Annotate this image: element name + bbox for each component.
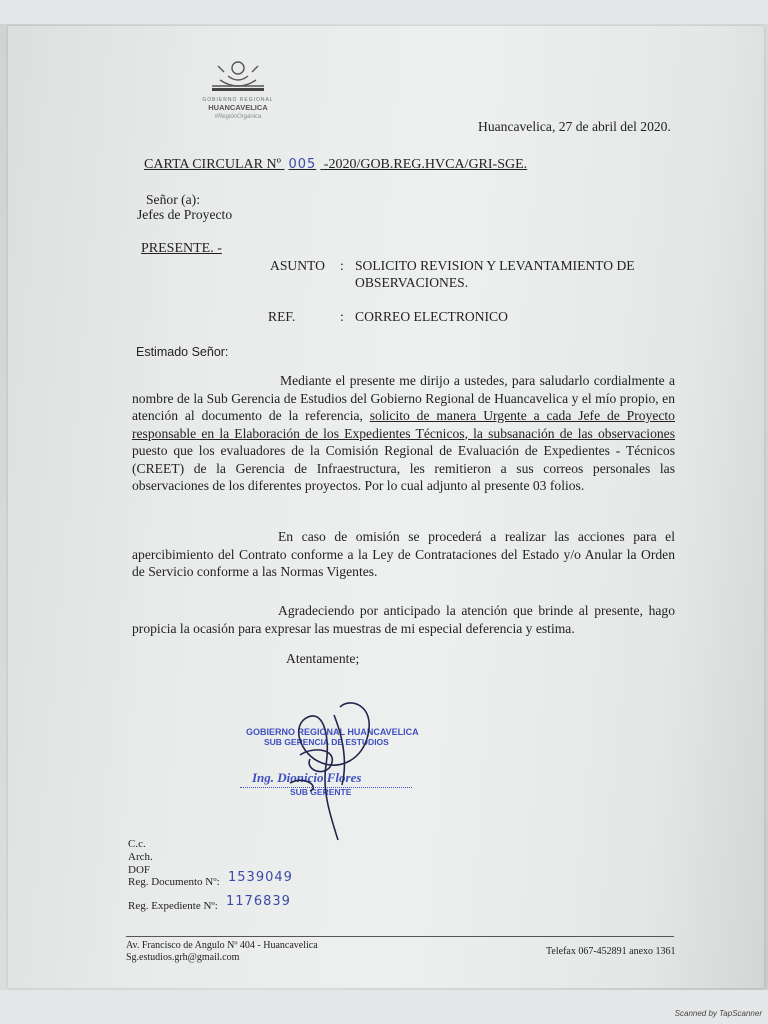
emblem-icon bbox=[198, 58, 278, 96]
greeting: Estimado Señor: bbox=[136, 345, 229, 359]
asunto-line1: SOLICITO REVISION Y LEVANTAMIENTO DE bbox=[355, 258, 635, 273]
scanner-watermark: Scanned by TapScanner bbox=[674, 1009, 762, 1018]
reg-exp-label: Reg. Expediente Nº: bbox=[128, 900, 218, 912]
ref-colon: : bbox=[340, 309, 344, 324]
p1-request: solicito de manera Urgente a cada Jefe de Proyecto responsable en la Elaboración de los Expedientes Técnicos, la subsanación de las observaciones bbox=[132, 408, 675, 441]
logo-tagline: #RegiónOrgánica bbox=[214, 114, 262, 120]
logo-line1: GOBIERNO REGIONAL bbox=[202, 97, 274, 103]
salutation: Señor (a): bbox=[146, 192, 200, 207]
footer-address: Av. Francisco de Angulo Nº 404 - Huancavelica bbox=[126, 940, 318, 951]
p1-intro: Mediante el presente me dirijo a ustedes, para saludarlo cordialmente a nombre de la Sub Gerencia de Estudios del Gobierno Regional de Huancavelica y el mío propio, en atención al documento de la referencia, bbox=[132, 373, 675, 423]
circular-number: 005 bbox=[288, 157, 317, 172]
reg-exp-value: 1176839 bbox=[226, 894, 291, 909]
p1-rest: puesto que los evaluadores de la Comisión Regional de Evaluación de Expedientes - Técnicos (CREET) de la Gerencia de Infraestructura, les remitieron a sus correos personales las observaciones de los diferentes proyectos. Por lo cual adjunto al presente 03 folios. bbox=[132, 443, 675, 493]
asunto-label: ASUNTO bbox=[270, 258, 325, 273]
body-paragraph-3 bbox=[132, 602, 675, 637]
logo-line2: HUANCAVELICA bbox=[208, 103, 268, 112]
place-date: Huancavelica, 27 de abril del 2020. bbox=[478, 119, 671, 134]
reg-doc-value: 1539049 bbox=[228, 870, 293, 885]
dof: DOF bbox=[128, 864, 151, 876]
closing: Atentamente; bbox=[286, 651, 360, 666]
circular-prefix: CARTA CIRCULAR Nº bbox=[144, 157, 281, 172]
p2-text: En caso de omisión se procederá a realizar las acciones para el apercibimiento del Contrato conforme a la Ley de Contrataciones del Estado y/o Anular la Orden de Servicio conforme a las Normas Vigentes. bbox=[132, 529, 675, 579]
footer-email: Sg.estudios.grh@gmail.com bbox=[126, 952, 240, 963]
footer-phone: Telefax 067-452891 anexo 1361 bbox=[546, 946, 676, 957]
circular-suffix: -2020/GOB.REG.HVCA/GRI-SGE. bbox=[323, 157, 528, 172]
p3-text: Agradeciendo por anticipado la atención que brinde al presente, hago propicia la ocasión para expresar las muestras de mi especial deferencia y estima. bbox=[132, 603, 675, 636]
body-paragraph-2 bbox=[132, 528, 675, 581]
cc: C.c. bbox=[128, 838, 146, 850]
circular-number-line bbox=[144, 156, 527, 173]
body-paragraph-1 bbox=[132, 372, 675, 495]
footer-divider bbox=[126, 936, 674, 937]
stamp-title: SUB GERENTE bbox=[290, 787, 352, 797]
reg-doc-label: Reg. Documento Nº: bbox=[128, 876, 220, 888]
stamp-name: Ing. Dionicio Flores bbox=[252, 770, 362, 785]
ref-label: REF. bbox=[268, 309, 296, 324]
asunto-line2: OBSERVACIONES. bbox=[355, 275, 469, 290]
recipient-name: Jefes de Proyecto bbox=[137, 207, 233, 222]
arch: Arch. bbox=[128, 851, 153, 863]
asunto-colon: : bbox=[340, 258, 344, 273]
presente: PRESENTE. - bbox=[141, 241, 222, 256]
signature-stamp bbox=[230, 695, 430, 845]
stamp-line2: SUB GERENCIA DE ESTUDIOS bbox=[264, 737, 389, 747]
ref-value: CORREO ELECTRONICO bbox=[355, 309, 508, 324]
signature-icon bbox=[230, 695, 430, 845]
stamp-line1: GOBIERNO REGIONAL HUANCAVELICA bbox=[246, 727, 419, 737]
regional-logo bbox=[198, 58, 278, 128]
